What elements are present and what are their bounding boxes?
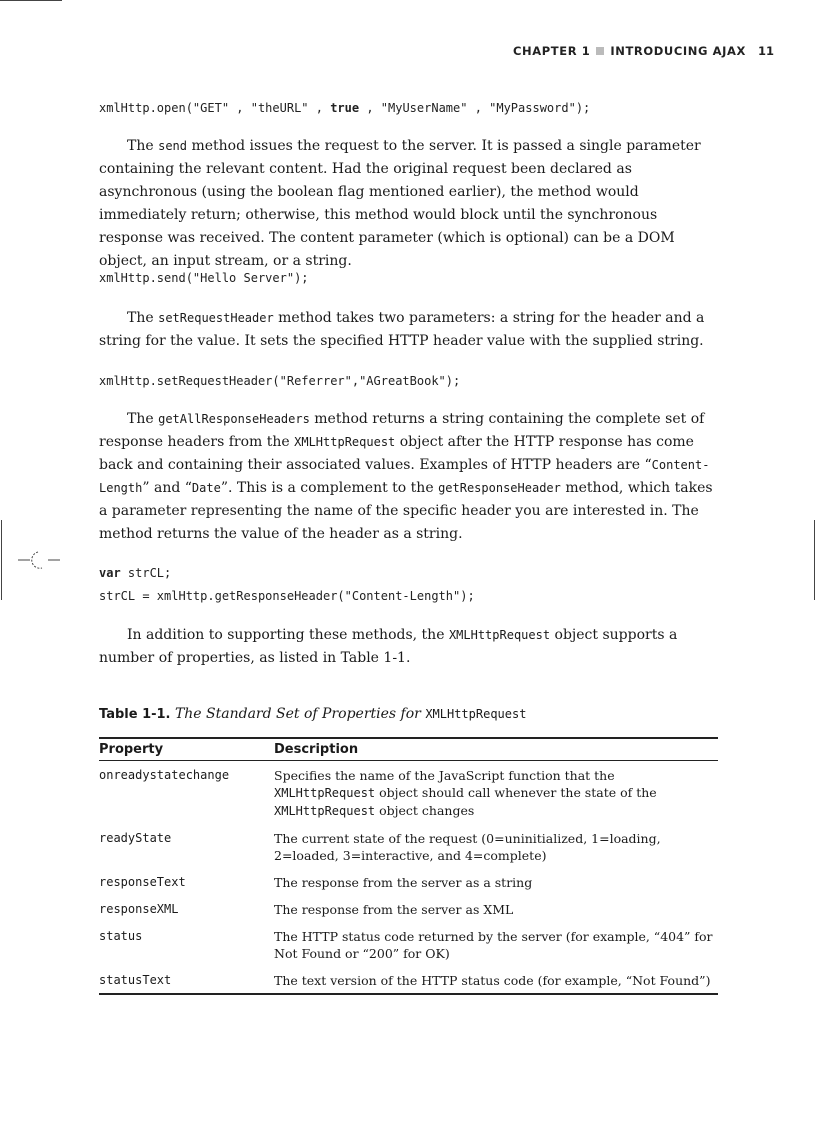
crop-mark-top [0,0,62,1]
paragraph-send: The send method issues the request to the server. It is passed a single parameter containing the relevant content. Had the original request been declared as asynchronous (using the boolean flag mentioned earlier), the method would immediately return; otherwise, this method would block until the synchronous response was received. The content parameter (which is optional) can be a DOM object, an input stream, or a string. [99,138,701,269]
code-send: xmlHttp.send("Hello Server"); [99,271,309,285]
table-row: status The HTTP status code returned by the server (for example, “404” for Not Found or “200” for OK) [99,929,713,961]
header-separator [596,47,604,55]
code-getresponseheader: var strCL; strCL = xmlHttp.getResponseHeader("Content-Length"); [99,566,475,603]
table-row: onreadystatechange Specifies the name of the JavaScript function that the XMLHttpRequest object should call whenever the state of the XMLHttpRequest object changes [99,768,657,818]
properties-table [99,737,718,995]
code-setrequestheader: xmlHttp.setRequestHeader("Referrer","AGreatBook"); [99,374,461,388]
running-header [513,44,746,58]
column-header-description: Description [274,742,359,757]
table-row: readyState The current state of the request (0=uninitialized, 1=loading, 2=loaded, 3=interactive, and 4=complete) [99,831,661,863]
column-header-property: Property [99,742,164,757]
paragraph-setrequestheader: The setRequestHeader method takes two parameters: a string for the header and a string for the value. It sets the specified HTTP header value with the supplied string. [99,310,705,349]
crop-mark-right [814,520,815,600]
table-header-row [99,739,718,761]
table-row: responseText The response from the server as a string [99,875,533,890]
table-caption: Table 1-1. The Standard Set of Properties for XMLHttpRequest [99,706,527,722]
chapter-label: CHAPTER 1 [513,44,591,58]
code-open: xmlHttp.open("GET" , "theURL" , true , "MyUserName" , "MyPassword"); [99,101,591,115]
table-row: responseXML The response from the server as XML [99,902,514,917]
chapter-title: INTRODUCING AJAX [610,44,746,58]
paragraph-getallresponseheaders: The getAllResponseHeaders method returns a string containing the complete set of response headers from the XMLHttpRequest object after the HTTP response has come back and containing their associated values. Examples of HTTP headers are “Content-Length” and “Date”. This is a complement to the getResponseHeader method, which takes a parameter representing the name of the specific header you are interested in. The method returns the value of the header as a string. [99,411,713,542]
page-number: 11 [758,44,775,58]
crop-mark-left [1,520,2,600]
paragraph-properties: In addition to supporting these methods, the XMLHttpRequest object supports a number of properties, as listed in Table 1-1. [99,627,678,666]
table-row: statusText The text version of the HTTP status code (for example, “Not Found”) [99,973,711,988]
registration-mark-icon [16,548,64,578]
